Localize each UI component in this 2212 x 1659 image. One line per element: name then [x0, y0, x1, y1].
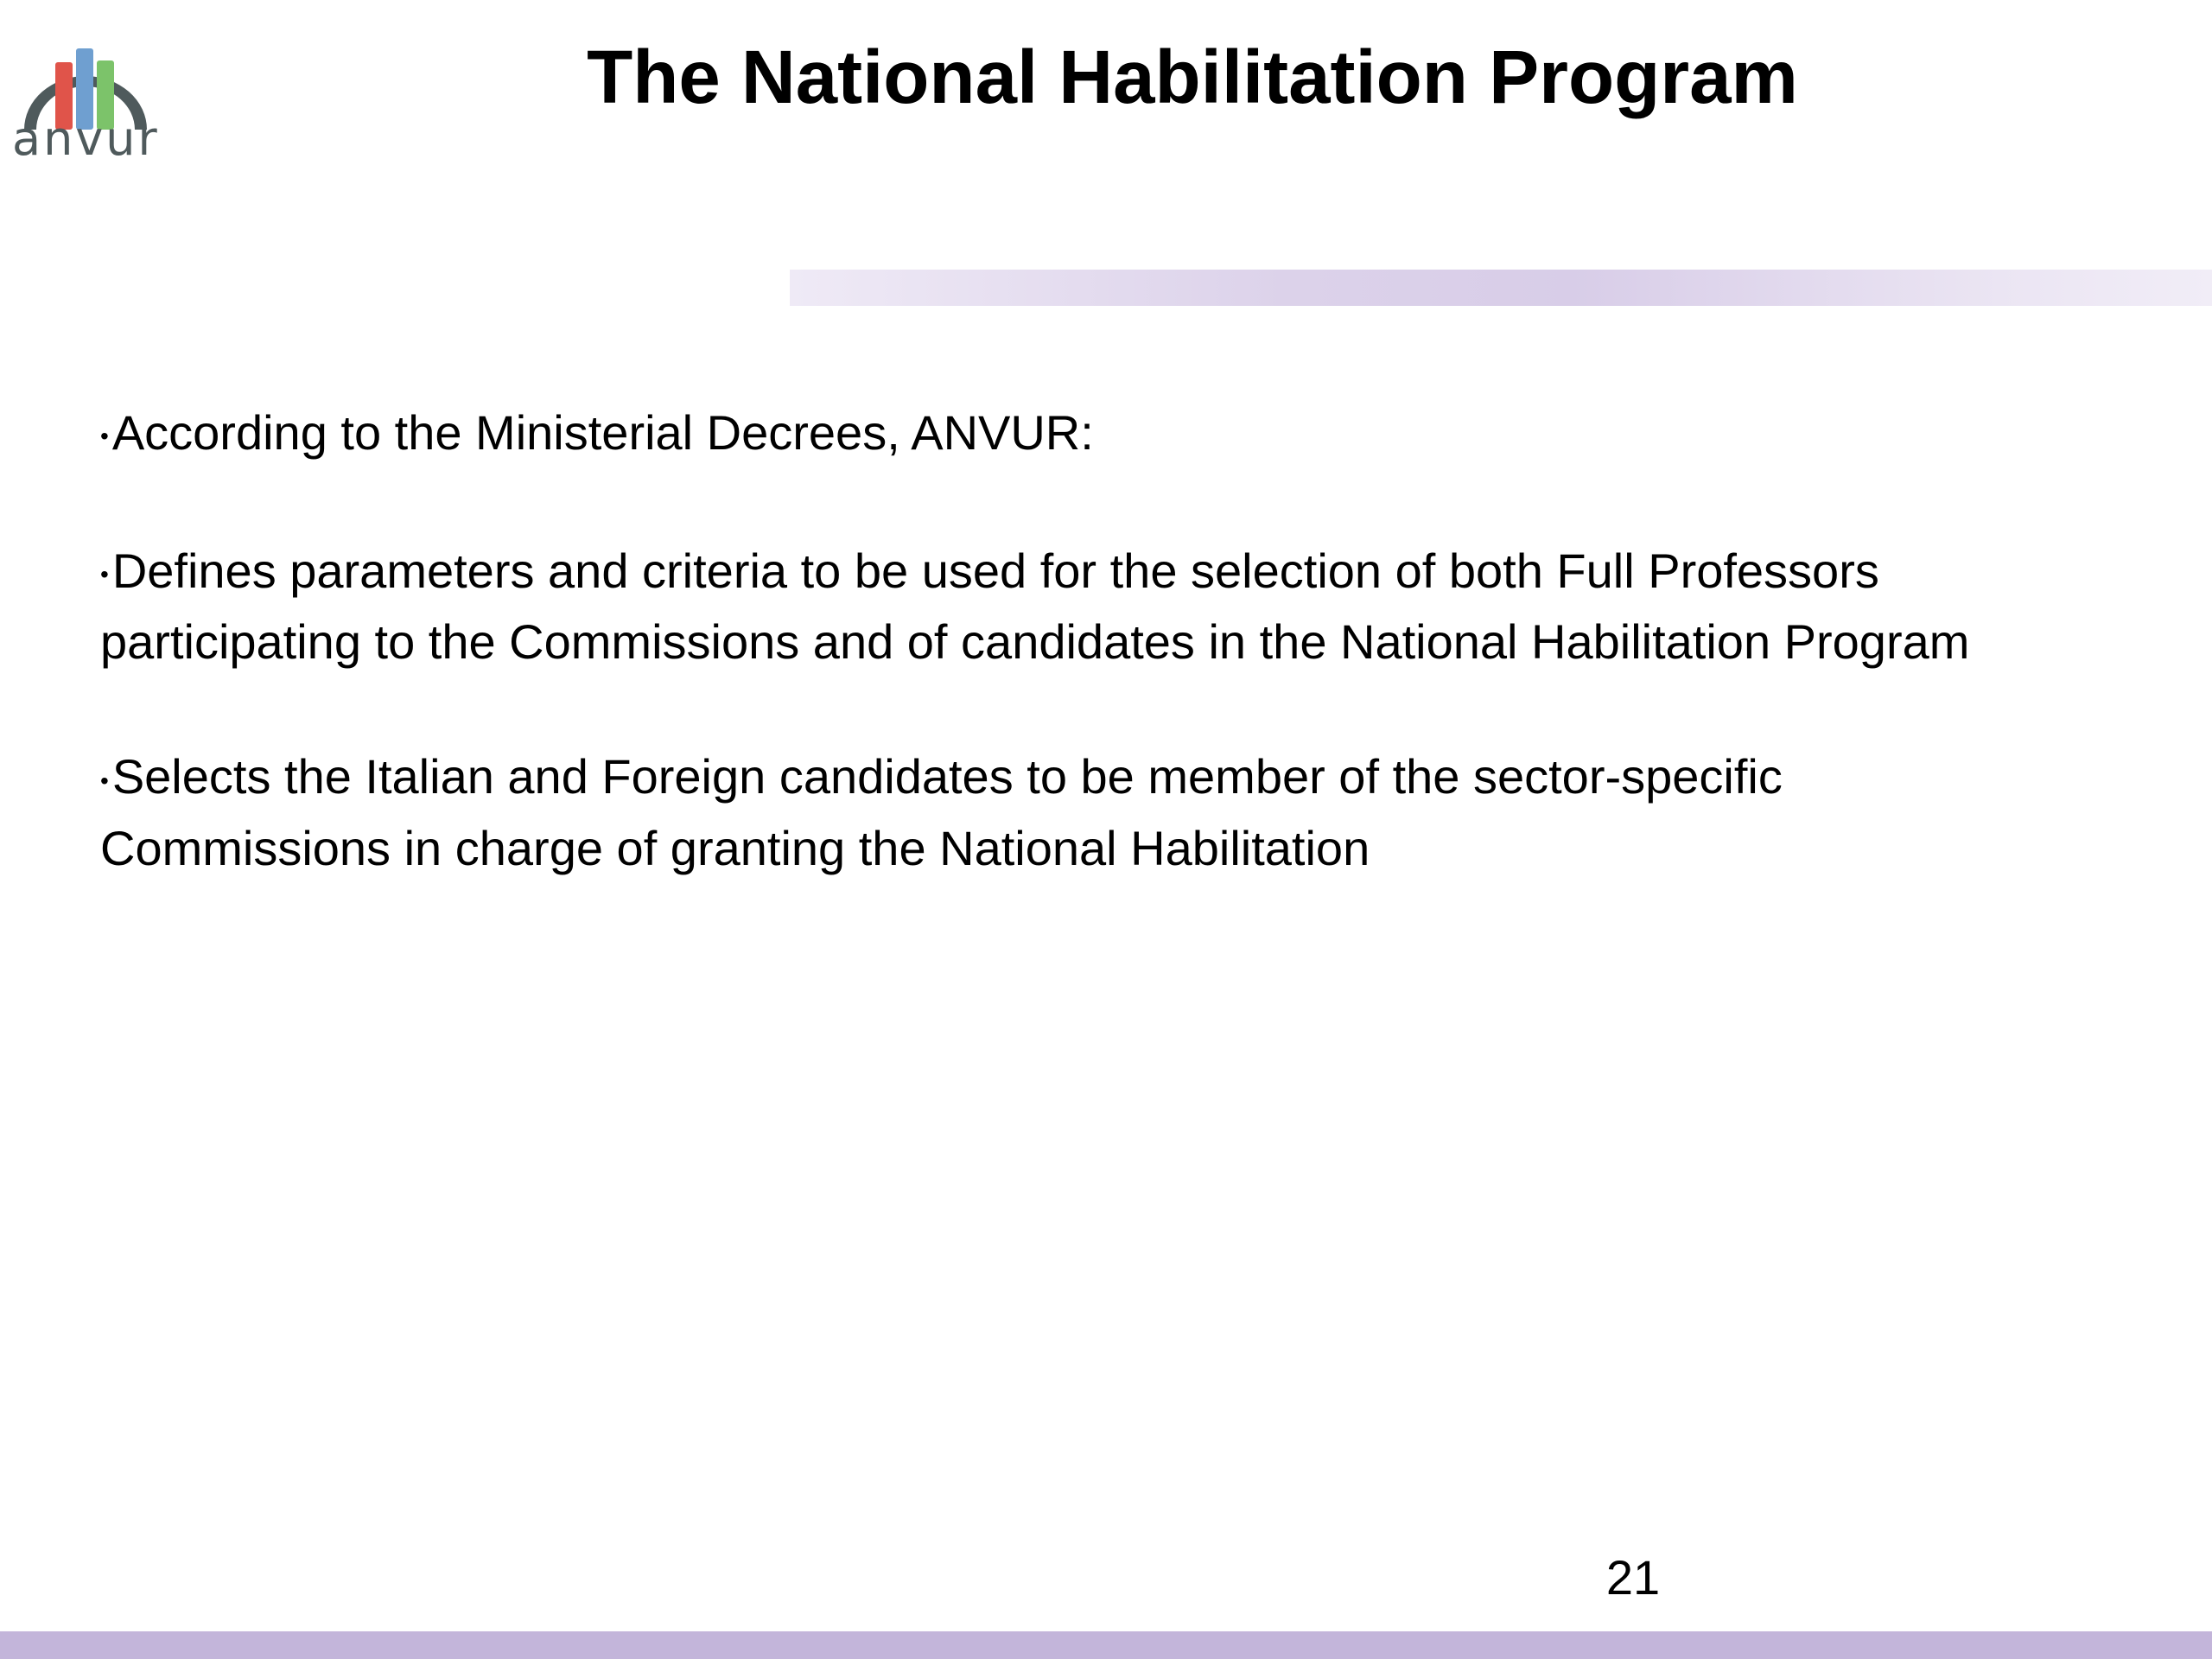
- bullet-marker: •: [100, 561, 109, 588]
- anvur-logo: [12, 43, 159, 164]
- bullet-text: Defines parameters and criteria to be used for the selection of both Full Professors participating to the Commissions and of candidates in the National Habilitation Program: [100, 543, 1970, 670]
- title-decorative-band: [790, 270, 2212, 306]
- bottom-decorative-band: [0, 1631, 2212, 1659]
- bullet-item-3: [100, 743, 2070, 881]
- slide-title: The National Habilitation Program: [587, 35, 1798, 119]
- anvur-logo-text: anvur: [12, 111, 160, 166]
- bullet-text: According to the Ministerial Decrees, ANVUR:: [111, 405, 1094, 460]
- bullet-text: Selects the Italian and Foreign candidates to be member of the sector-specific Commissions in charge of granting the National Habilitation: [100, 749, 1783, 875]
- page-number: 21: [1605, 1550, 1661, 1605]
- bullet-marker: •: [100, 423, 109, 450]
- slide-content: [100, 399, 2070, 950]
- bullet-item-1: [100, 399, 2070, 470]
- bullet-item-2: [100, 537, 2070, 676]
- bullet-marker: •: [100, 766, 109, 794]
